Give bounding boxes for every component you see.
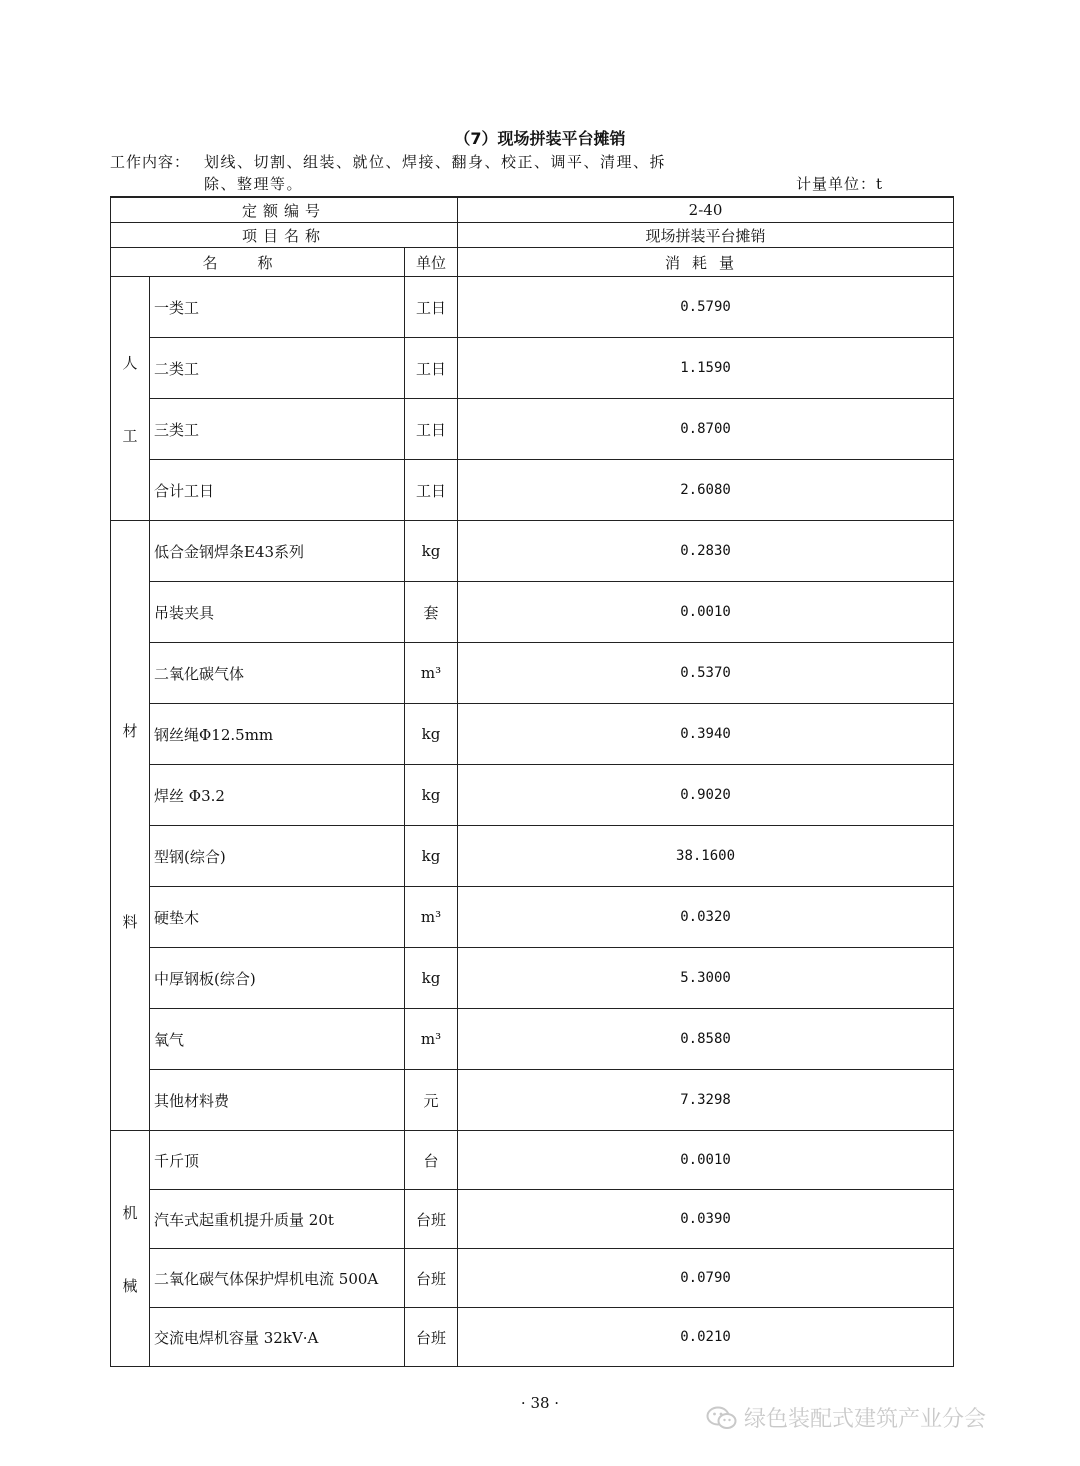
item-qty: 5.3000 (458, 948, 954, 1009)
item-name: 焊丝 Φ3.2 (150, 765, 405, 826)
item-qty: 0.9020 (458, 765, 954, 826)
category-cell (111, 1131, 150, 1367)
item-name-value: 现场拼装平台摊销 (458, 223, 954, 248)
table-row (111, 338, 954, 399)
category-char: 械 (122, 1276, 138, 1295)
quota-table (110, 196, 954, 1367)
item-unit: m³ (405, 1009, 458, 1070)
item-name: 低合金钢焊条E43系列 (150, 521, 405, 582)
item-unit: 工日 (405, 277, 458, 338)
item-qty: 0.0790 (458, 1249, 954, 1308)
table-row (111, 765, 954, 826)
item-name-row (111, 223, 954, 248)
item-qty: 38.1600 (458, 826, 954, 887)
item-name: 二氧化碳气体 (150, 643, 405, 704)
table-row (111, 277, 954, 338)
quota-number-label: 定额编号 (111, 197, 458, 223)
item-qty: 0.5790 (458, 277, 954, 338)
item-unit: m³ (405, 643, 458, 704)
item-unit: 元 (405, 1070, 458, 1131)
item-name: 合计工日 (150, 460, 405, 521)
item-unit: 套 (405, 582, 458, 643)
table-row (111, 582, 954, 643)
column-header-name: 名称 (111, 248, 405, 277)
item-unit: 工日 (405, 399, 458, 460)
item-qty: 0.8580 (458, 1009, 954, 1070)
item-unit: kg (405, 704, 458, 765)
item-name: 氧气 (150, 1009, 405, 1070)
item-unit: 台班 (405, 1249, 458, 1308)
item-unit: 台 (405, 1131, 458, 1190)
quota-number-value: 2-40 (458, 197, 954, 223)
item-name: 三类工 (150, 399, 405, 460)
item-qty: 0.0320 (458, 887, 954, 948)
item-unit: kg (405, 826, 458, 887)
category-char: 机 (122, 1203, 138, 1222)
item-qty: 0.0390 (458, 1190, 954, 1249)
category-cell (111, 277, 150, 521)
item-unit: kg (405, 765, 458, 826)
wechat-icon (706, 1405, 738, 1431)
page-number: · 38 · (520, 1394, 560, 1412)
category-char: 人 (122, 353, 138, 372)
item-unit: kg (405, 521, 458, 582)
table-row (111, 643, 954, 704)
item-qty: 0.2830 (458, 521, 954, 582)
watermark (706, 1402, 986, 1433)
column-header-row (111, 248, 954, 277)
item-name: 汽车式起重机提升质量 20t (150, 1190, 405, 1249)
item-name: 千斤顶 (150, 1131, 405, 1190)
item-qty: 0.0010 (458, 582, 954, 643)
table-row (111, 704, 954, 765)
item-unit: 台班 (405, 1190, 458, 1249)
item-qty: 2.6080 (458, 460, 954, 521)
item-name: 一类工 (150, 277, 405, 338)
item-unit: 台班 (405, 1308, 458, 1367)
category-char: 材 (122, 721, 138, 740)
item-name: 二氧化碳气体保护焊机电流 500A (150, 1249, 405, 1308)
table-row (111, 460, 954, 521)
item-name: 二类工 (150, 338, 405, 399)
table-row (111, 826, 954, 887)
item-name: 型钢(综合) (150, 826, 405, 887)
item-qty: 0.3940 (458, 704, 954, 765)
item-name-label: 项目名称 (111, 223, 458, 248)
table-row (111, 1308, 954, 1367)
item-name: 交流电焊机容量 32kV·A (150, 1308, 405, 1367)
table-row (111, 1131, 954, 1190)
watermark-text: 绿色装配式建筑产业分会 (744, 1407, 987, 1432)
category-char: 料 (122, 912, 138, 931)
quota-number-row (111, 197, 954, 223)
item-qty: 1.1590 (458, 338, 954, 399)
item-qty: 7.3298 (458, 1070, 954, 1131)
work-content-line1: 划线、切割、组装、就位、焊接、翻身、校正、调平、清理、拆 (204, 153, 667, 171)
item-name: 硬垫木 (150, 887, 405, 948)
page-title: （7）现场拼装平台摊销 (454, 129, 626, 148)
item-qty: 0.0010 (458, 1131, 954, 1190)
item-name: 钢丝绳Φ12.5mm (150, 704, 405, 765)
table-row (111, 1070, 954, 1131)
table-row (111, 887, 954, 948)
work-content-label: 工作内容： (110, 153, 191, 171)
item-name: 其他材料费 (150, 1070, 405, 1131)
table-row (111, 1009, 954, 1070)
table-row (111, 1249, 954, 1308)
item-name: 中厚钢板(综合) (150, 948, 405, 1009)
table-row (111, 399, 954, 460)
table-row (111, 521, 954, 582)
item-qty: 0.5370 (458, 643, 954, 704)
item-unit: 工日 (405, 338, 458, 399)
category-char: 工 (122, 426, 138, 445)
column-header-qty: 消耗量 (458, 248, 954, 277)
work-content-line2: 除、整理等。 (204, 175, 304, 193)
item-unit: kg (405, 948, 458, 1009)
unit-note: 计量单位：t (796, 175, 884, 193)
item-qty: 0.0210 (458, 1308, 954, 1367)
item-name: 吊装夹具 (150, 582, 405, 643)
column-header-unit: 单位 (405, 248, 458, 277)
table-row (111, 948, 954, 1009)
item-unit: 工日 (405, 460, 458, 521)
table-row (111, 1190, 954, 1249)
category-cell (111, 521, 150, 1131)
item-qty: 0.8700 (458, 399, 954, 460)
item-unit: m³ (405, 887, 458, 948)
